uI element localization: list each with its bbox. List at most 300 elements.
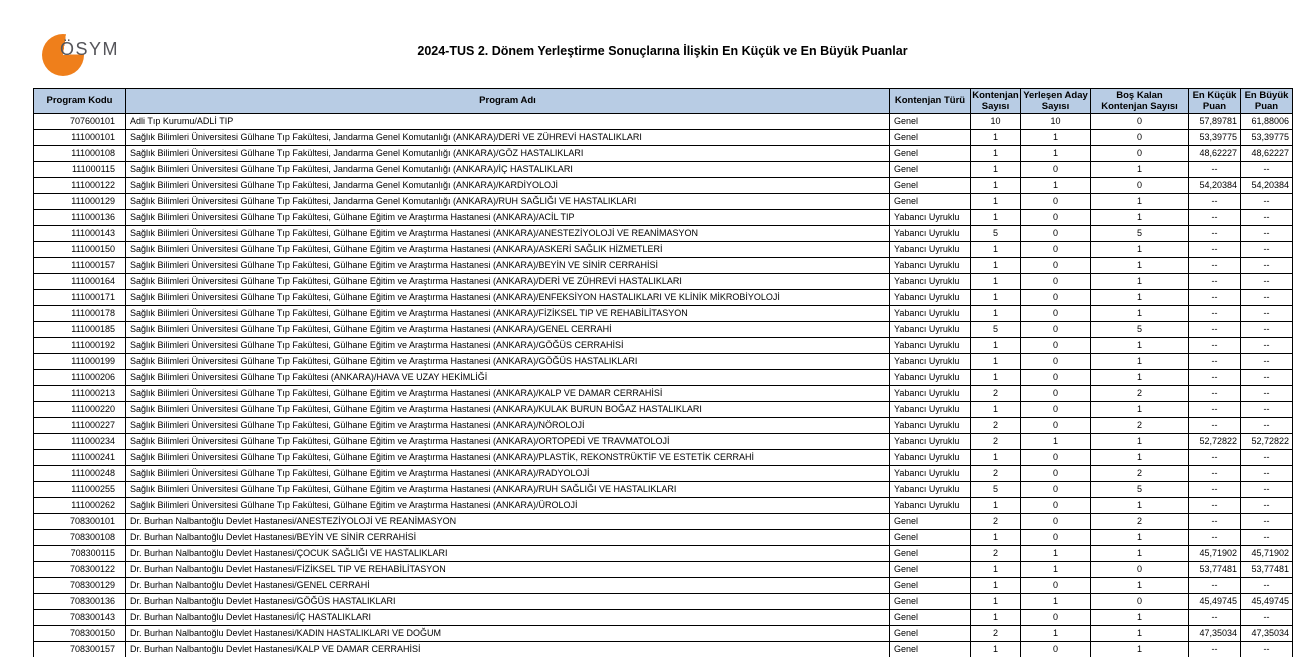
remaining-quota-cell: 1: [1091, 258, 1189, 274]
quota-type-cell: Yabancı Uyruklu: [890, 306, 971, 322]
table-row: [34, 530, 1293, 546]
min-score-cell: --: [1189, 370, 1241, 386]
program-code-cell: 111000122: [34, 178, 126, 194]
program-code-cell: 708300108: [34, 530, 126, 546]
min-score-cell: --: [1189, 498, 1241, 514]
quota-type-cell: Yabancı Uyruklu: [890, 370, 971, 386]
table-row: [34, 482, 1293, 498]
column-header-quota-count: Kontenjan Sayısı: [972, 89, 1019, 112]
results-table-header: [34, 89, 1293, 114]
quota-count-cell: 5: [971, 482, 1021, 498]
placed-count-cell: 0: [1021, 498, 1091, 514]
table-row: [34, 514, 1293, 530]
column-header-placed-count: Yerleşen Aday Sayısı: [1021, 89, 1091, 114]
remaining-quota-cell: 1: [1091, 530, 1189, 546]
placed-count-cell: 1: [1021, 178, 1091, 194]
max-score-cell: 47,35034: [1241, 626, 1293, 642]
quota-type-cell: Yabancı Uyruklu: [890, 450, 971, 466]
min-score-cell: 57,89781: [1189, 114, 1241, 130]
min-score-cell: --: [1189, 306, 1241, 322]
quota-count-cell: 1: [971, 178, 1021, 194]
max-score-cell: --: [1241, 258, 1293, 274]
max-score-cell: --: [1241, 482, 1293, 498]
program-code-cell: 708300136: [34, 594, 126, 610]
min-score-cell: --: [1189, 450, 1241, 466]
min-score-cell: 53,39775: [1189, 130, 1241, 146]
table-row: [34, 242, 1293, 258]
column-header-quota-type: Kontenjan Türü: [890, 89, 971, 114]
max-score-cell: --: [1241, 370, 1293, 386]
program-code-cell: 111000241: [34, 450, 126, 466]
placed-count-cell: 0: [1021, 578, 1091, 594]
placed-count-cell: 0: [1021, 322, 1091, 338]
remaining-quota-cell: 5: [1091, 322, 1189, 338]
max-score-cell: 45,71902: [1241, 546, 1293, 562]
placed-count-cell: 0: [1021, 306, 1091, 322]
page-title: 2024-TUS 2. Dönem Yerleştirme Sonuçlarına İlişkin En Küçük ve En Büyük Puanlar: [417, 44, 908, 58]
program-code-cell: 708300143: [34, 610, 126, 626]
column-header-program-code: Program Kodu: [34, 89, 126, 114]
program-code-cell: 708300101: [34, 514, 126, 530]
quota-type-cell: Yabancı Uyruklu: [890, 466, 971, 482]
min-score-cell: --: [1189, 514, 1241, 530]
max-score-cell: --: [1241, 514, 1293, 530]
quota-count-cell: 1: [971, 258, 1021, 274]
max-score-cell: 45,49745: [1241, 594, 1293, 610]
remaining-quota-cell: 0: [1091, 146, 1189, 162]
program-code-cell: 707600101: [34, 114, 126, 130]
program-code-cell: 111000234: [34, 434, 126, 450]
remaining-quota-cell: 1: [1091, 210, 1189, 226]
program-code-cell: 111000143: [34, 226, 126, 242]
placed-count-cell: 0: [1021, 530, 1091, 546]
quota-count-cell: 2: [971, 546, 1021, 562]
remaining-quota-cell: 1: [1091, 402, 1189, 418]
placed-count-cell: 0: [1021, 450, 1091, 466]
quota-type-cell: Genel: [890, 114, 971, 130]
quota-count-cell: 1: [971, 354, 1021, 370]
max-score-cell: --: [1241, 162, 1293, 178]
remaining-quota-cell: 1: [1091, 306, 1189, 322]
program-name-cell: Sağlık Bilimleri Üniversitesi Gülhane Tıp Fakültesi, Gülhane Eğitim ve Araştırma Hastanesi (ANKARA)/ORTOPEDİ VE TRAVMATOLOJİ: [126, 434, 890, 450]
program-name-cell: Sağlık Bilimleri Üniversitesi Gülhane Tıp Fakültesi, Gülhane Eğitim ve Araştırma Hastanesi (ANKARA)/NÖROLOJİ: [126, 418, 890, 434]
placed-count-cell: 1: [1021, 130, 1091, 146]
remaining-quota-cell: 0: [1091, 594, 1189, 610]
max-score-cell: --: [1241, 530, 1293, 546]
placed-count-cell: 1: [1021, 594, 1091, 610]
remaining-quota-cell: 0: [1091, 178, 1189, 194]
table-row: [34, 194, 1293, 210]
placed-count-cell: 0: [1021, 482, 1091, 498]
program-code-cell: 111000199: [34, 354, 126, 370]
program-name-cell: Sağlık Bilimleri Üniversitesi Gülhane Tıp Fakültesi, Gülhane Eğitim ve Araştırma Hastanesi (ANKARA)/RADYOLOJİ: [126, 466, 890, 482]
program-name-cell: Dr. Burhan Nalbantoğlu Devlet Hastanesi/ÇOCUK SAĞLIĞI VE HASTALIKLARI: [126, 546, 890, 562]
osym-logo-text: ÖSYM: [60, 39, 120, 59]
max-score-cell: 61,88006: [1241, 114, 1293, 130]
program-code-cell: 111000192: [34, 338, 126, 354]
quota-count-cell: 1: [971, 338, 1021, 354]
min-score-cell: --: [1189, 290, 1241, 306]
program-name-cell: Sağlık Bilimleri Üniversitesi Gülhane Tıp Fakültesi, Jandarma Genel Komutanlığı (ANKARA)/İÇ HASTALIKLARI: [126, 162, 890, 178]
table-row: [34, 418, 1293, 434]
placed-count-cell: 0: [1021, 610, 1091, 626]
table-row: [34, 114, 1293, 130]
program-name-cell: Sağlık Bilimleri Üniversitesi Gülhane Tıp Fakültesi, Gülhane Eğitim ve Araştırma Hastanesi (ANKARA)/GÖĞÜS CERRAHİSİ: [126, 338, 890, 354]
quota-count-cell: 1: [971, 274, 1021, 290]
program-code-cell: 111000150: [34, 242, 126, 258]
quota-count-cell: 1: [971, 450, 1021, 466]
table-row: [34, 130, 1293, 146]
quota-type-cell: Yabancı Uyruklu: [890, 482, 971, 498]
program-name-cell: Sağlık Bilimleri Üniversitesi Gülhane Tıp Fakültesi, Gülhane Eğitim ve Araştırma Hastanesi (ANKARA)/BEYİN VE SİNİR CERRAHİSİ: [126, 258, 890, 274]
min-score-cell: 53,77481: [1189, 562, 1241, 578]
table-row: [34, 610, 1293, 626]
min-score-cell: --: [1189, 386, 1241, 402]
min-score-cell: 48,62227: [1189, 146, 1241, 162]
min-score-cell: --: [1189, 322, 1241, 338]
quota-count-cell: 1: [971, 530, 1021, 546]
min-score-cell: --: [1189, 578, 1241, 594]
remaining-quota-cell: 1: [1091, 338, 1189, 354]
column-header-min-score: En Küçük Puan: [1189, 89, 1241, 114]
program-name-cell: Sağlık Bilimleri Üniversitesi Gülhane Tıp Fakültesi, Gülhane Eğitim ve Araştırma Hastanesi (ANKARA)/GENEL CERRAHİ: [126, 322, 890, 338]
program-code-cell: 111000108: [34, 146, 126, 162]
quota-count-cell: 1: [971, 562, 1021, 578]
program-code-cell: 111000213: [34, 386, 126, 402]
program-name-cell: Sağlık Bilimleri Üniversitesi Gülhane Tıp Fakültesi, Gülhane Eğitim ve Araştırma Hastanesi (ANKARA)/GÖĞÜS HASTALIKLARI: [126, 354, 890, 370]
max-score-cell: --: [1241, 498, 1293, 514]
program-code-cell: 111000157: [34, 258, 126, 274]
placed-count-cell: 1: [1021, 146, 1091, 162]
program-name-cell: Dr. Burhan Nalbantoğlu Devlet Hastanesi/GÖĞÜS HASTALIKLARI: [126, 594, 890, 610]
placed-count-cell: 0: [1021, 642, 1091, 657]
max-score-cell: 53,77481: [1241, 562, 1293, 578]
remaining-quota-cell: 0: [1091, 114, 1189, 130]
min-score-cell: --: [1189, 338, 1241, 354]
remaining-quota-cell: 2: [1091, 418, 1189, 434]
quota-type-cell: Genel: [890, 546, 971, 562]
placed-count-cell: 0: [1021, 466, 1091, 482]
max-score-cell: --: [1241, 226, 1293, 242]
remaining-quota-cell: 1: [1091, 370, 1189, 386]
quota-count-cell: 2: [971, 418, 1021, 434]
max-score-cell: --: [1241, 466, 1293, 482]
quota-count-cell: 1: [971, 370, 1021, 386]
program-code-cell: 111000206: [34, 370, 126, 386]
placed-count-cell: 0: [1021, 274, 1091, 290]
min-score-cell: --: [1189, 258, 1241, 274]
min-score-cell: --: [1189, 226, 1241, 242]
remaining-quota-cell: 5: [1091, 482, 1189, 498]
program-code-cell: 111000136: [34, 210, 126, 226]
table-row: [34, 642, 1293, 657]
quota-count-cell: 1: [971, 306, 1021, 322]
table-row: [34, 370, 1293, 386]
program-name-cell: Sağlık Bilimleri Üniversitesi Gülhane Tıp Fakültesi, Gülhane Eğitim ve Araştırma Hastanesi (ANKARA)/DERİ VE ZÜHREVİ HASTALIKLARI: [126, 274, 890, 290]
quota-type-cell: Yabancı Uyruklu: [890, 322, 971, 338]
min-score-cell: --: [1189, 642, 1241, 657]
program-code-cell: 111000101: [34, 130, 126, 146]
placed-count-cell: 10: [1021, 114, 1091, 130]
placed-count-cell: 1: [1021, 562, 1091, 578]
remaining-quota-cell: 1: [1091, 354, 1189, 370]
min-score-cell: --: [1189, 194, 1241, 210]
quota-count-cell: 2: [971, 514, 1021, 530]
program-code-cell: 111000255: [34, 482, 126, 498]
placed-count-cell: 0: [1021, 242, 1091, 258]
quota-count-cell: 2: [971, 386, 1021, 402]
quota-type-cell: Yabancı Uyruklu: [890, 338, 971, 354]
quota-count-cell: 5: [971, 226, 1021, 242]
placed-count-cell: 0: [1021, 258, 1091, 274]
program-code-cell: 111000115: [34, 162, 126, 178]
program-code-cell: 111000129: [34, 194, 126, 210]
min-score-cell: --: [1189, 482, 1241, 498]
table-row: [34, 562, 1293, 578]
program-name-cell: Sağlık Bilimleri Üniversitesi Gülhane Tıp Fakültesi (ANKARA)/HAVA VE UZAY HEKİMLİĞİ: [126, 370, 890, 386]
min-score-cell: --: [1189, 274, 1241, 290]
max-score-cell: --: [1241, 290, 1293, 306]
quota-type-cell: Genel: [890, 146, 971, 162]
placed-count-cell: 0: [1021, 210, 1091, 226]
quota-type-cell: Yabancı Uyruklu: [890, 258, 971, 274]
max-score-cell: 52,72822: [1241, 434, 1293, 450]
program-name-cell: Sağlık Bilimleri Üniversitesi Gülhane Tıp Fakültesi, Gülhane Eğitim ve Araştırma Hastanesi (ANKARA)/KULAK BURUN BOĞAZ HASTALIKLARI: [126, 402, 890, 418]
table-row: [34, 386, 1293, 402]
max-score-cell: --: [1241, 354, 1293, 370]
table-row: [34, 626, 1293, 642]
quota-count-cell: 1: [971, 162, 1021, 178]
min-score-cell: --: [1189, 530, 1241, 546]
table-row: [34, 146, 1293, 162]
quota-type-cell: Genel: [890, 578, 971, 594]
placed-count-cell: 1: [1021, 434, 1091, 450]
placed-count-cell: 0: [1021, 338, 1091, 354]
remaining-quota-cell: 1: [1091, 498, 1189, 514]
program-code-cell: 708300150: [34, 626, 126, 642]
quota-count-cell: 1: [971, 242, 1021, 258]
table-row: [34, 450, 1293, 466]
program-name-cell: Sağlık Bilimleri Üniversitesi Gülhane Tıp Fakültesi, Jandarma Genel Komutanlığı (ANKARA)/RUH SAĞLIĞI VE HASTALIKLARI: [126, 194, 890, 210]
remaining-quota-cell: 1: [1091, 450, 1189, 466]
quota-count-cell: 1: [971, 498, 1021, 514]
remaining-quota-cell: 0: [1091, 130, 1189, 146]
min-score-cell: --: [1189, 162, 1241, 178]
quota-count-cell: 2: [971, 434, 1021, 450]
program-code-cell: 111000220: [34, 402, 126, 418]
max-score-cell: 54,20384: [1241, 178, 1293, 194]
program-name-cell: Sağlık Bilimleri Üniversitesi Gülhane Tıp Fakültesi, Gülhane Eğitim ve Araştırma Hastanesi (ANKARA)/ÜROLOJİ: [126, 498, 890, 514]
quota-type-cell: Yabancı Uyruklu: [890, 434, 971, 450]
quota-type-cell: Yabancı Uyruklu: [890, 498, 971, 514]
table-row: [34, 434, 1293, 450]
quota-type-cell: Yabancı Uyruklu: [890, 402, 971, 418]
placed-count-cell: 0: [1021, 514, 1091, 530]
placed-count-cell: 1: [1021, 546, 1091, 562]
remaining-quota-cell: 0: [1091, 562, 1189, 578]
remaining-quota-cell: 2: [1091, 386, 1189, 402]
quota-count-cell: 1: [971, 578, 1021, 594]
program-name-cell: Dr. Burhan Nalbantoğlu Devlet Hastanesi/KADIN HASTALIKLARI VE DOĞUM: [126, 626, 890, 642]
placed-count-cell: 0: [1021, 386, 1091, 402]
program-name-cell: Dr. Burhan Nalbantoğlu Devlet Hastanesi/BEYİN VE SİNİR CERRAHİSİ: [126, 530, 890, 546]
table-row: [34, 354, 1293, 370]
table-row: [34, 578, 1293, 594]
program-code-cell: 111000227: [34, 418, 126, 434]
quota-count-cell: 2: [971, 626, 1021, 642]
max-score-cell: --: [1241, 450, 1293, 466]
program-code-cell: 111000248: [34, 466, 126, 482]
quota-type-cell: Genel: [890, 194, 971, 210]
table-row: [34, 258, 1293, 274]
table-row: [34, 306, 1293, 322]
table-row: [34, 498, 1293, 514]
column-header-remaining-quota: Boş Kalan Kontenjan Sayısı: [1091, 89, 1189, 114]
placed-count-cell: 0: [1021, 226, 1091, 242]
remaining-quota-cell: 1: [1091, 610, 1189, 626]
remaining-quota-cell: 1: [1091, 626, 1189, 642]
table-row: [34, 322, 1293, 338]
remaining-quota-cell: 1: [1091, 194, 1189, 210]
quota-count-cell: 1: [971, 402, 1021, 418]
column-header-program-name: Program Adı: [126, 89, 890, 114]
placed-count-cell: 0: [1021, 290, 1091, 306]
min-score-cell: 45,49745: [1189, 594, 1241, 610]
quota-type-cell: Yabancı Uyruklu: [890, 290, 971, 306]
program-code-cell: 708300157: [34, 642, 126, 657]
max-score-cell: --: [1241, 338, 1293, 354]
quota-count-cell: 1: [971, 194, 1021, 210]
program-name-cell: Adli Tıp Kurumu/ADLİ TIP: [126, 114, 890, 130]
max-score-cell: --: [1241, 610, 1293, 626]
min-score-cell: --: [1189, 466, 1241, 482]
quota-type-cell: Yabancı Uyruklu: [890, 226, 971, 242]
quota-count-cell: 10: [971, 114, 1021, 130]
remaining-quota-cell: 2: [1091, 514, 1189, 530]
program-code-cell: 111000185: [34, 322, 126, 338]
quota-count-cell: 1: [971, 290, 1021, 306]
quota-type-cell: Yabancı Uyruklu: [890, 274, 971, 290]
program-name-cell: Sağlık Bilimleri Üniversitesi Gülhane Tıp Fakültesi, Jandarma Genel Komutanlığı (ANKARA)/DERİ VE ZÜHREVİ HASTALIKLARI: [126, 130, 890, 146]
program-code-cell: 111000262: [34, 498, 126, 514]
quota-type-cell: Yabancı Uyruklu: [890, 242, 971, 258]
quota-type-cell: Yabancı Uyruklu: [890, 210, 971, 226]
min-score-cell: --: [1189, 402, 1241, 418]
remaining-quota-cell: 1: [1091, 546, 1189, 562]
quota-count-cell: 1: [971, 146, 1021, 162]
program-name-cell: Sağlık Bilimleri Üniversitesi Gülhane Tıp Fakültesi, Gülhane Eğitim ve Araştırma Hastanesi (ANKARA)/KALP VE DAMAR CERRAHİSİ: [126, 386, 890, 402]
quota-count-cell: 1: [971, 130, 1021, 146]
min-score-cell: --: [1189, 242, 1241, 258]
program-name-cell: Dr. Burhan Nalbantoğlu Devlet Hastanesi/İÇ HASTALIKLARI: [126, 610, 890, 626]
remaining-quota-cell: 5: [1091, 226, 1189, 242]
program-name-cell: Sağlık Bilimleri Üniversitesi Gülhane Tıp Fakültesi, Gülhane Eğitim ve Araştırma Hastanesi (ANKARA)/ASKERİ SAĞLIK HİZMETLERİ: [126, 242, 890, 258]
quota-type-cell: Yabancı Uyruklu: [890, 418, 971, 434]
program-name-cell: Sağlık Bilimleri Üniversitesi Gülhane Tıp Fakültesi, Gülhane Eğitim ve Araştırma Hastanesi (ANKARA)/ENFEKSİYON HASTALIKLARI VE KLİNİK MİKROBİYOLOJİ: [126, 290, 890, 306]
program-name-cell: Sağlık Bilimleri Üniversitesi Gülhane Tıp Fakültesi, Gülhane Eğitim ve Araştırma Hastanesi (ANKARA)/ANESTEZİYOLOJİ VE REANİMASYON: [126, 226, 890, 242]
quota-count-cell: 2: [971, 466, 1021, 482]
max-score-cell: 53,39775: [1241, 130, 1293, 146]
table-row: [34, 466, 1293, 482]
table-row: [34, 290, 1293, 306]
max-score-cell: --: [1241, 642, 1293, 657]
table-row: [34, 594, 1293, 610]
min-score-cell: --: [1189, 210, 1241, 226]
remaining-quota-cell: 1: [1091, 242, 1189, 258]
remaining-quota-cell: 1: [1091, 290, 1189, 306]
table-row: [34, 338, 1293, 354]
max-score-cell: --: [1241, 242, 1293, 258]
table-row: [34, 162, 1293, 178]
quota-type-cell: Genel: [890, 130, 971, 146]
program-name-cell: Dr. Burhan Nalbantoğlu Devlet Hastanesi/GENEL CERRAHİ: [126, 578, 890, 594]
max-score-cell: --: [1241, 402, 1293, 418]
max-score-cell: --: [1241, 306, 1293, 322]
results-table: [33, 88, 1293, 657]
program-name-cell: Dr. Burhan Nalbantoğlu Devlet Hastanesi/KALP VE DAMAR CERRAHİSİ: [126, 642, 890, 657]
max-score-cell: --: [1241, 210, 1293, 226]
table-row: [34, 546, 1293, 562]
max-score-cell: --: [1241, 386, 1293, 402]
remaining-quota-cell: 1: [1091, 578, 1189, 594]
quota-count-cell: 1: [971, 642, 1021, 657]
program-code-cell: 111000164: [34, 274, 126, 290]
quota-type-cell: Genel: [890, 594, 971, 610]
placed-count-cell: 0: [1021, 418, 1091, 434]
min-score-cell: --: [1189, 418, 1241, 434]
remaining-quota-cell: 1: [1091, 642, 1189, 657]
quota-count-cell: 1: [971, 210, 1021, 226]
quota-count-cell: 1: [971, 610, 1021, 626]
program-name-cell: Dr. Burhan Nalbantoğlu Devlet Hastanesi/FİZİKSEL TIP VE REHABİLİTASYON: [126, 562, 890, 578]
column-header-max-score: En Büyük Puan: [1241, 89, 1293, 114]
min-score-cell: 54,20384: [1189, 178, 1241, 194]
table-row: [34, 210, 1293, 226]
min-score-cell: --: [1189, 610, 1241, 626]
quota-type-cell: Genel: [890, 178, 971, 194]
min-score-cell: 52,72822: [1189, 434, 1241, 450]
results-table-body: [34, 114, 1293, 657]
quota-type-cell: Genel: [890, 642, 971, 657]
placed-count-cell: 0: [1021, 354, 1091, 370]
quota-type-cell: Genel: [890, 514, 971, 530]
table-row: [34, 402, 1293, 418]
program-name-cell: Sağlık Bilimleri Üniversitesi Gülhane Tıp Fakültesi, Jandarma Genel Komutanlığı (ANKARA)/GÖZ HASTALIKLARI: [126, 146, 890, 162]
placed-count-cell: 0: [1021, 402, 1091, 418]
placed-count-cell: 0: [1021, 370, 1091, 386]
placed-count-cell: 0: [1021, 194, 1091, 210]
quota-type-cell: Genel: [890, 610, 971, 626]
max-score-cell: --: [1241, 322, 1293, 338]
program-name-cell: Dr. Burhan Nalbantoğlu Devlet Hastanesi/ANESTEZİYOLOJİ VE REANİMASYON: [126, 514, 890, 530]
max-score-cell: --: [1241, 578, 1293, 594]
quota-count-cell: 1: [971, 594, 1021, 610]
quota-type-cell: Genel: [890, 562, 971, 578]
quota-type-cell: Yabancı Uyruklu: [890, 386, 971, 402]
program-name-cell: Sağlık Bilimleri Üniversitesi Gülhane Tıp Fakültesi, Jandarma Genel Komutanlığı (ANKARA)/KARDİYOLOJİ: [126, 178, 890, 194]
table-row: [34, 274, 1293, 290]
program-code-cell: 708300115: [34, 546, 126, 562]
program-name-cell: Sağlık Bilimleri Üniversitesi Gülhane Tıp Fakültesi, Gülhane Eğitim ve Araştırma Hastanesi (ANKARA)/PLASTİK, REKONSTRÜKTİF VE ESTETİK CERRAHİ: [126, 450, 890, 466]
program-code-cell: 708300129: [34, 578, 126, 594]
program-name-cell: Sağlık Bilimleri Üniversitesi Gülhane Tıp Fakültesi, Gülhane Eğitim ve Araştırma Hastanesi (ANKARA)/RUH SAĞLIĞI VE HASTALIKLARI: [126, 482, 890, 498]
quota-type-cell: Genel: [890, 162, 971, 178]
placed-count-cell: 0: [1021, 162, 1091, 178]
quota-count-cell: 5: [971, 322, 1021, 338]
remaining-quota-cell: 1: [1091, 162, 1189, 178]
quota-type-cell: Genel: [890, 530, 971, 546]
remaining-quota-cell: 1: [1091, 274, 1189, 290]
